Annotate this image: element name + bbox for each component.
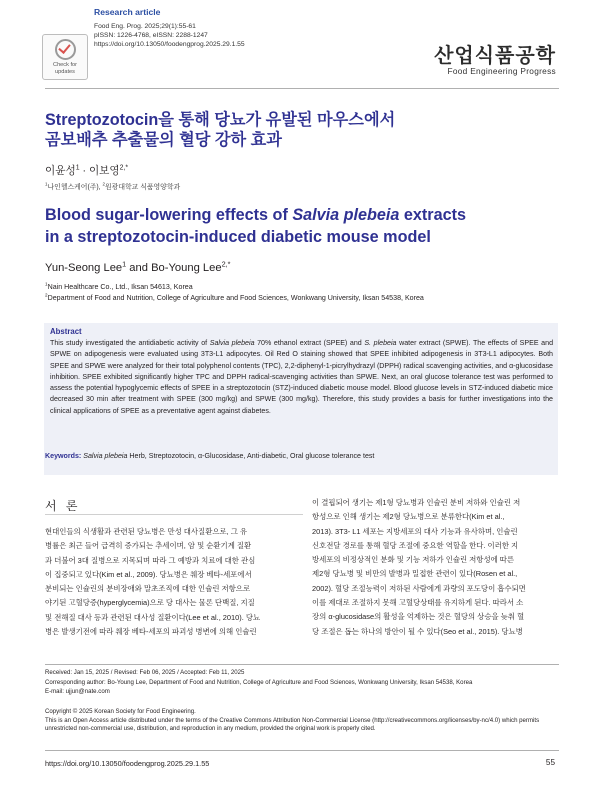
english-authors [45,259,231,274]
body-right-column [312,496,562,639]
body-line: 2002). 혈당 조절능력이 저하된 사람에게 과량의 포도당이 흡수되면 [312,583,526,593]
english-title-line1 [45,204,565,226]
english-title [45,204,565,248]
check-updates-icon [55,39,76,60]
copyright: Copyright © 2025 Korean Society for Food Engineering. [45,708,196,715]
korean-aff2: 원광대학교 식품영양학과 [105,184,181,191]
keywords-rest: Herb, Streptozotocin, α-Glucosidase, Anti-diabetic, Oral glucose tolerance test [127,452,375,460]
license: This is an Open Access article distributed under the terms of the Creative Commons Attribution Non-Commercial License (http://creativecommons.org/licenses/by-nc/4.0) which permits unrestricted non-commercial use, distribution, and reproduction in any medium, provided the original work is properly cited. [45,717,540,732]
body-line: 장의 α-glucosidase의 활성을 억제하는 것은 혈당의 상승을 늦춰 혈 [312,612,525,622]
page-number: 55 [545,758,555,767]
corresponding-author: Corresponding author: Bo-Young Lee, Department of Food and Nutrition, College of Agriculture and Food Sciences, Wonkwang University, Iksan 54538, Korea [45,679,473,686]
body-line: 항성으로 인해 생기는 제2형 당뇨병으로 분류한다(Kim et al., [312,512,505,522]
check-updates-line1: Check for [53,62,77,69]
citation: Food Eng. Prog. 2025;29(1):55-61 [94,23,196,30]
body-line: 당 조절은 돕는 하나의 방안이 될 수 있다(Seo et al., 2015). 당뇨병 [312,626,523,636]
dates: Received: Jan 15, 2025 / Revised: Feb 06, 2025 / Accepted: Feb 11, 2025 [45,669,245,676]
keywords-label: Keywords: [45,452,82,460]
check-updates-line2: updates [55,68,75,75]
english-affiliation-2 [45,294,424,302]
author2-sup: 2,* [119,164,129,172]
title-pre: Blood sugar-lowering effects of [45,206,293,224]
korean-authors [45,163,128,178]
body-line: 신호전달 경로를 통해 혈당 조절에 중요한 역할을 한다. 이러한 지 [312,540,519,550]
header-divider [45,88,559,89]
title-post: extracts [399,206,466,224]
section-divider [45,514,303,515]
doi-link[interactable]: https://doi.org/10.13050/foodengprog.2025.29.1.55 [94,41,245,48]
article-type: Research article [94,7,161,17]
body-line: 현대인들의 식생활과 관련된 당뇨병은 만성 대사질환으로, 그 유 [45,527,248,536]
aff2-sup: 2 [102,181,106,187]
keywords [45,452,559,460]
korean-author2: 이보영 [88,165,120,177]
english-affiliation-1 [45,283,193,291]
body-line: 이를 제대로 조절하지 못해 고혈당상태를 유지하게 된다. 따라서 소 [312,598,524,608]
keyword-species: Salvia plebeia [83,452,128,460]
body-line: 병은 발생기전에 따라 췌장 베타-세포의 파괴성 병변에 의해 인슐린 [45,627,257,637]
abstract-p2: 70% ethanol extract (SPEE) and [254,339,365,347]
en-aff2-sup: 2 [45,292,48,298]
abstract-p1: This study investigated the antidiabetic activity of [50,339,210,347]
body-line: 이 결핍되어 생기는 제1형 당뇨병과 인슐린 분비 저하와 인슐린 저 [312,498,521,507]
footer-divider [45,750,559,751]
title-species: Salvia plebeia [292,206,400,224]
check-for-updates-badge[interactable] [42,34,88,80]
abstract-species-2: S. plebeia [364,339,397,347]
en-author2-sup: 2,* [221,259,231,269]
en-aff1: Nain Healthcare Co., Ltd., Iksan 54613, Korea [47,283,193,291]
body-left-column [45,525,303,639]
author-and: and [126,262,152,274]
footer-doi[interactable]: https://doi.org/10.13050/foodengprog.2025.29.1.55 [45,759,210,768]
korean-title-line2: 곰보배추 추출물의 혈당 강하 효과 [45,131,282,149]
en-aff2: Department of Food and Nutrition, College of Agriculture and Food Sciences, Wonkwang University, Iksan 54538, Korea [47,294,424,302]
body-line: 및 전해질 대사 등과 관련된 대사성 질환이다(Lee et al., 2010). 당뇨 [45,612,261,622]
journal-title-kr: 산업식품공학 [434,45,556,67]
body-line: 2013). 3T3- L1 세포는 지방세포의 대사 기능과 유사하며, 인슐린 [312,526,518,536]
abstract-species-1: Salvia plebeia [209,339,255,347]
abstract-label: Abstract [50,327,82,336]
body-line: 제2형 당뇨병 및 비만의 발병과 밀접한 관련이 있다(Rosen et al., [312,569,518,579]
issn: pISSN: 1226-4768, eISSN: 2288-1247 [94,32,208,39]
korean-aff1: 나인헬스케어(주), [47,184,103,191]
email[interactable]: E-mail: ujjun@nate.com [45,688,110,695]
body-line: 야기된 고혈당증(hyperglycemia)으로 당 대사는 물론 단백질, 지질 [45,598,255,608]
english-title-line2: in a streptozotocin-induced diabetic mouse model [45,228,431,246]
abstract-p3: water extract (SPWE). The effects of SPEE and SPWE on adipogenesis were evaluated using 3T3-L1 adipocytes. Oil Red O staining showed that SPEE inhibited adipogenesis in 3T3-L1 adipocytes. Both SPEE and SPWE were analyzed for their total polyphenol contents (TPC), 2,2-diphenyl-1-picrylhydrazyl (DPPH) radical scavenging activities, and α-glucosidase inhibition. SPEE exhibited significantly higher TPC and DPPH radical-scavenging activities than SPWE. Next, an oral glucose tolerance test was performed to assess the potential hypoglycemic effects of SPEE in a streptozotocin (STZ)-induced diabetic mouse model. Blood glucose levels in STZ-induced diabetic mice decreased 30 min after treatment with SPEE (300 mg/kg) and SPWE (300 mg/kg). Therefore, this study provides a basis for further investigations into the clinical applications of SPEE as a preventative agent against diabetes. [50,339,554,415]
korean-title [45,110,565,150]
footnote-divider [45,664,559,665]
body-line: 과 더불어 3대 질병으로 지목되며 따라 그 예방과 치료에 대한 관심 [45,555,256,565]
body-line: 분비되는 인슐린의 분비장애와 말초조직에 대한 인슐린 저항으로 [45,584,251,594]
korean-author1: 이윤성 [45,165,76,177]
author-separator: · [79,165,89,177]
body-line: 이 집중되고 있다(Kim et al., 2009). 당뇨병은 췌장 베타-세포에서 [45,569,252,579]
english-author1: Yun-Seong Lee [45,262,123,274]
journal-title-en: Food Engineering Progress [447,66,556,76]
author1-sup: 1 [75,164,80,172]
korean-affiliations [45,181,180,191]
en-aff1-sup: 1 [45,281,48,287]
english-author2: Bo-Young Lee [151,262,222,274]
korean-title-line1: Streptozotocin을 통해 당뇨가 유발된 마우스에서 [45,111,396,129]
en-author1-sup: 1 [122,259,127,269]
section-title-introduction: 서 론 [45,499,81,513]
aff1-sup: 1 [45,181,48,187]
body-line: 병률은 최근 들어 급격히 증가되는 추세이며, 암 및 순환기계 질환 [45,541,252,551]
abstract-text [50,338,553,417]
body-line: 방세포의 비정상적인 분화 및 기능 저하가 인슐린 저항성에 따른 [312,555,515,565]
